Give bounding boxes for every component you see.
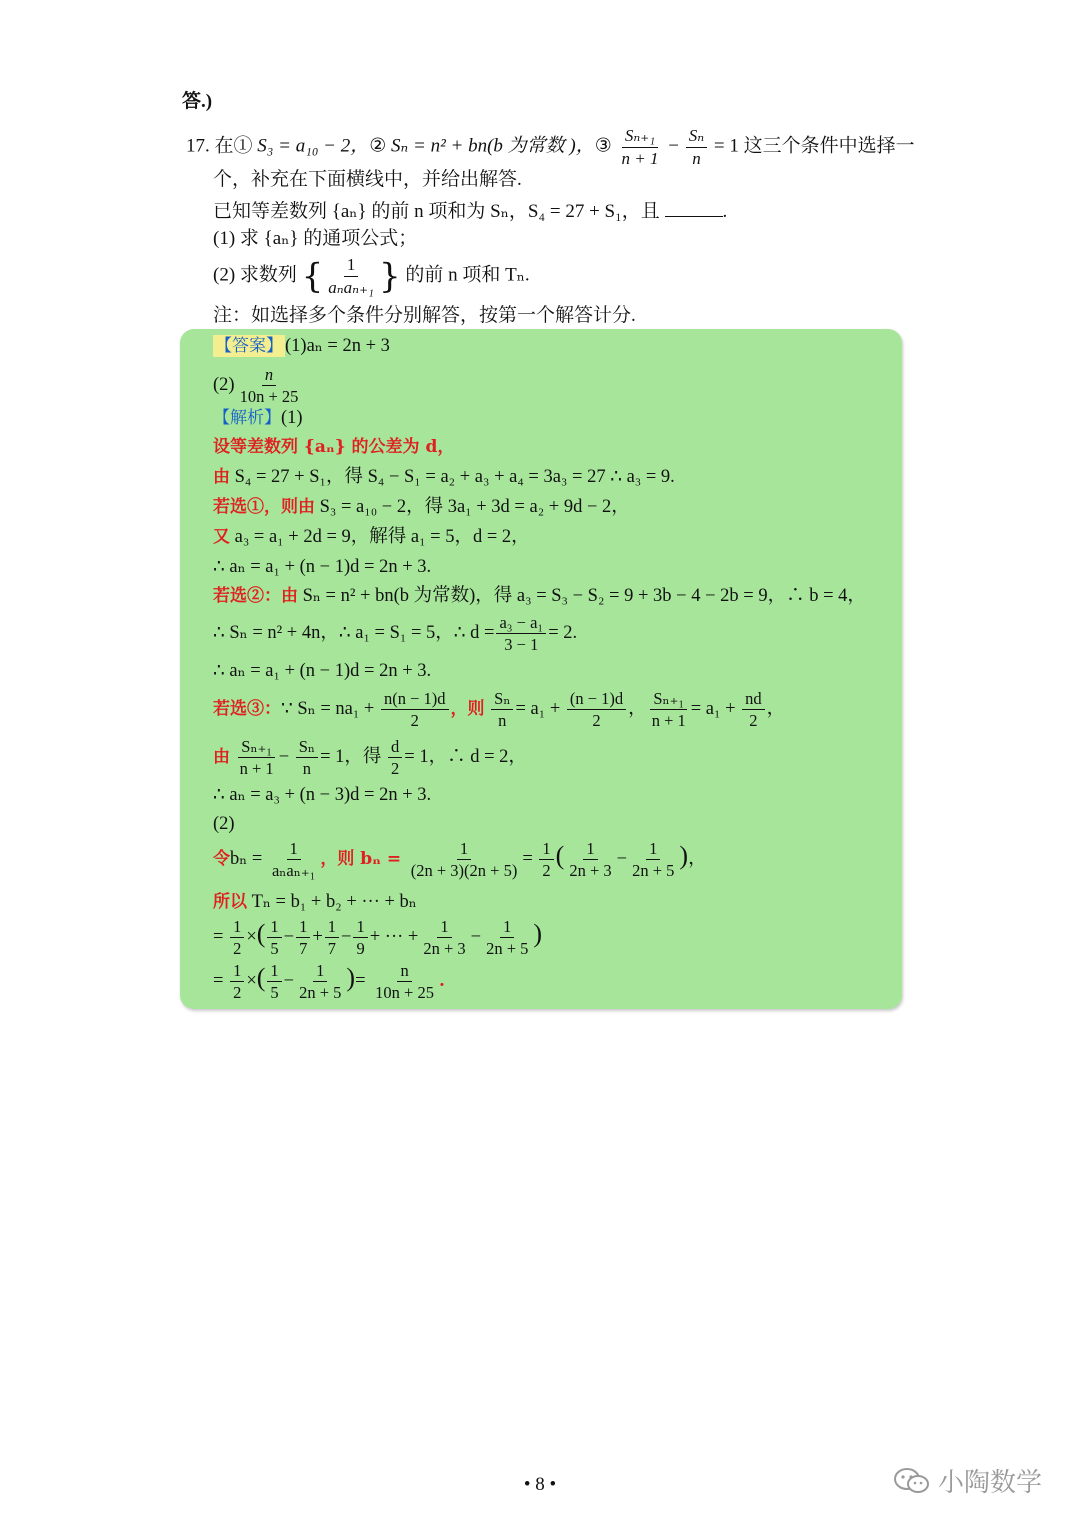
right-brace: }: [378, 256, 401, 297]
question-part-2: (2) 求数列 { $\frac{1}{\text{aₙaₙ₊₁}}$ } 的前 n 项和 Tₙ.: [213, 255, 530, 297]
previous-question-tail: 答.): [182, 91, 213, 112]
solution-line-4: 又 a₃ = a₁ + 2d = 9，解得 a₁ = 5，d = 2，: [213, 527, 530, 547]
question-part-1: (1) 求 {aₙ} 的通项公式；: [213, 228, 418, 249]
solution-line-1: 设等差数列 {aₙ} 的公差为 d，: [213, 437, 455, 457]
part-2-fraction: $\frac{1}{\text{aₙaₙ₊₁}}$: [328, 255, 374, 297]
solution-line-2: 由 S₄ = 27 + S₁，得 S₄ − S₁ = a₂ + a₃ + a₄ = 3a₃ = 27 ∴ a₃ = 9.: [213, 467, 675, 487]
left-brace: {: [301, 256, 324, 297]
wechat-icon: [892, 1466, 932, 1496]
solution-part-2-label: (2): [213, 814, 235, 834]
answer-line-1: [213, 337, 390, 356]
condition-3-fraction-1: $\frac{\text{Sₙ₊₁}}{n + 1}$: [621, 126, 659, 168]
solution-line-7: ∴ Sₙ = n² + 4n，∴ a₁ = S₁ = 5，∴ d = $\frac{\text{a₃ − a₁}}{3 - 1}$ = 2.: [213, 613, 578, 655]
question-line-3: 已知等差数列 {aₙ} 的前 n 项和为 Sₙ，S₄ = 27 + S₁，且 .: [213, 201, 728, 222]
condition-1-mark: ①: [233, 135, 253, 157]
condition-3-mark: ③: [594, 135, 612, 157]
solution-tag: 【解析】: [213, 408, 281, 428]
question-line-2: 个，补充在下面横线中，并给出解答.: [213, 169, 522, 190]
solution-line-14: = $\frac{1}{2}$ ×( $\frac{1}{5}$ − $\frac{1}{7}$ + $\frac{1}{7}$ − $\frac{1}{9}$ + ··· + $\frac{1}{2n + 3}$ − $\frac{1}{2n + 5}$ ): [213, 917, 543, 959]
solution-line-10: 由 $\frac{\text{Sₙ₊₁}}{n + 1}$ − $\frac{\text{Sₙ}}{n}$ = 1，得 $\frac{d}{2}$ = 1，∴ d = 2，: [213, 737, 527, 779]
solution-line-3: 若选①，则由 S₃ = a₁₀ − 2，得 3a₁ + 3d = a₂ + 9d − 2，: [213, 497, 630, 517]
answer-blank: [665, 200, 723, 217]
solution-line-12: 令bₙ = $\frac{1}{\text{aₙaₙ₊₁}}$ ，则 bₙ = $\frac{1}{(2n + 3)(2n + 5)}$ = $\frac{1}{2}$ ( $\frac{1}{2n + 3}$ − $\frac{1}{2n + 5}$ )，: [213, 839, 707, 881]
solution-line-11: ∴ aₙ = a₃ + (n − 3)d = 2n + 3.: [213, 785, 432, 805]
page-number: • 8 •: [523, 1474, 557, 1495]
condition-3-fraction-2: $\frac{\text{Sₙ}}{n}$: [686, 127, 707, 168]
answer-line-2: (2) $\frac{n}{10n + 25}$: [213, 366, 303, 406]
condition-1: S₃ = a₁₀ − 2，: [257, 135, 370, 157]
watermark: [892, 1462, 1042, 1499]
solution-line-5: ∴ aₙ = a₁ + (n − 1)d = 2n + 3.: [213, 557, 432, 577]
answer-1: (1)aₙ = 2n + 3: [285, 336, 390, 356]
question-line-1: 17. 在① S₃ = a₁₀ − 2，② Sₙ = n² + bn(b 为常数 )，③ $\frac{\text{Sₙ₊₁}}{n + 1}$ − $\frac{\text{Sₙ}}{n}$ = 1 这三个条件中选择一: [186, 126, 915, 168]
question-note: 注：如选择多个条件分别解答，按第一个解答计分.: [213, 305, 636, 326]
condition-2: Sₙ = n² + bn(b 为常数 )，: [391, 135, 595, 157]
solution-header: 【解析】(1): [213, 408, 303, 428]
solution-line-15: = $\frac{1}{2}$ ×( $\frac{1}{5}$ − $\frac{1}{2n + 5}$ )= $\frac{n}{10n + 25}$ .: [213, 961, 445, 1003]
watermark-text: 小陶数学: [938, 1468, 1043, 1498]
solution-line-8: ∴ aₙ = a₁ + (n − 1)d = 2n + 3.: [213, 661, 432, 681]
solution-line-9: 若选③：∵ Sₙ = na₁ + $\frac{n(n - 1)d}{2}$ ，则 $\frac{\text{Sₙ}}{n}$ = a₁ + $\frac{(n - 1)d}{2}$ ， $\frac{\text{Sₙ₊₁}}{n + 1}$ = a₁ + $\frac{nd}{2}$ ，: [213, 689, 786, 731]
answer-2-fraction: $\frac{n}{10n + 25}$: [239, 365, 299, 407]
solution-line-6: 若选②：由 Sₙ = n² + bn(b 为常数)，得 a₃ = S₃ − S₂ = 9 + 3b − 4 − 2b = 9，∴ b = 4，: [213, 586, 866, 606]
answer-tag: 【答案】: [215, 336, 283, 356]
solution-line-13: 所以 Tₙ = b₁ + b₂ + ··· + bₙ: [213, 892, 417, 912]
question-number: 17.: [186, 135, 210, 157]
condition-3-tail: = 1 这三个条件中选择一: [713, 135, 915, 157]
condition-2-mark: ②: [369, 135, 387, 157]
